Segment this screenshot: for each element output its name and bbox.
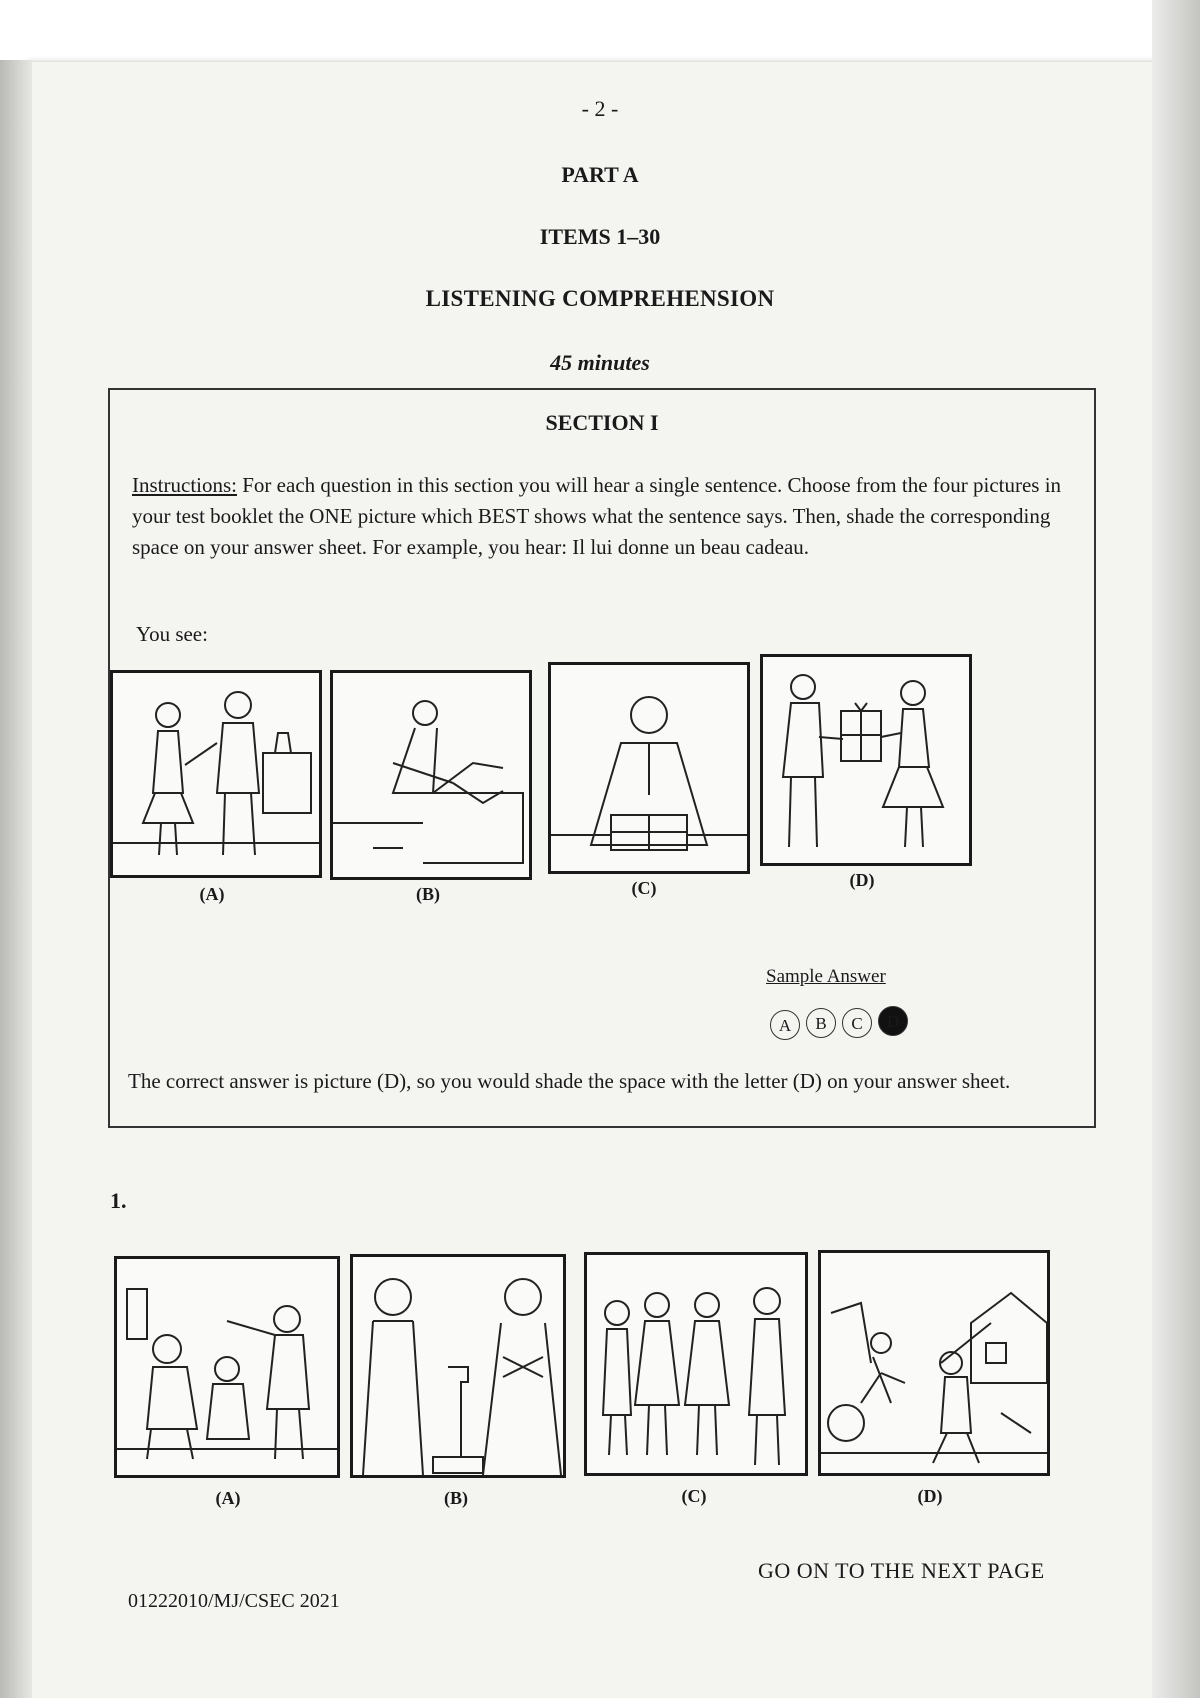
section-title: SECTION I (545, 410, 659, 435)
picture-a-illustration (113, 673, 319, 875)
item1-picture-d-illustration (821, 1253, 1047, 1473)
example-caption-b: (B) (416, 884, 440, 904)
you-see-label: You see: (136, 622, 208, 646)
item1-picture-c-illustration (587, 1255, 805, 1473)
exam-code: 01222010/MJ/CSEC 2021 (128, 1590, 340, 1612)
items-heading: ITEMS 1–30 (539, 224, 661, 249)
example-picture-c (548, 662, 750, 874)
item-number: 1. (110, 1188, 127, 1213)
sample-bubble-b: B (806, 1008, 836, 1038)
go-on-next-page: GO ON TO THE NEXT PAGE (758, 1558, 1045, 1583)
duration-text: 45 minutes (550, 350, 650, 375)
example-picture-a (110, 670, 322, 878)
item1-picture-a (114, 1256, 340, 1478)
scan-top-band (0, 0, 1200, 64)
example-caption-d: (D) (849, 870, 875, 890)
sample-bubble-d-filled: D (878, 1006, 908, 1036)
item1-caption-c: (C) (681, 1486, 707, 1506)
sample-answer-label: Sample Answer (766, 966, 886, 987)
item1-picture-c (584, 1252, 808, 1476)
section-one-box (108, 388, 1096, 1128)
example-caption-a: (A) (199, 884, 225, 904)
page-number: - 2 - (581, 96, 619, 121)
item1-caption-b: (B) (444, 1488, 468, 1508)
item1-picture-a-illustration (117, 1259, 337, 1475)
example-picture-b (330, 670, 532, 880)
example-picture-d (760, 654, 972, 866)
item1-caption-d: (D) (917, 1486, 943, 1506)
part-heading: PART A (561, 162, 639, 187)
picture-b-illustration (333, 673, 529, 877)
scan-right-shadow (1152, 0, 1200, 1698)
instructions-text: For each question in this section you will hear a single sentence. Choose from the four pictures in your test booklet the ONE picture which BEST shows what the sentence says. Then, shade the corresponding space on your answer sheet. For example, you hear: Il lui donne un beau cadeau. (132, 473, 1062, 559)
sample-bubble-c: C (842, 1008, 872, 1038)
item1-picture-b (350, 1254, 566, 1478)
instructions-paragraph (132, 470, 1078, 563)
item1-picture-d (818, 1250, 1050, 1476)
item1-picture-b-illustration (353, 1257, 563, 1475)
picture-d-illustration (763, 657, 969, 863)
instructions-label: Instructions: (132, 473, 237, 497)
item1-caption-a: (A) (215, 1488, 241, 1508)
section-subject-heading: LISTENING COMPREHENSION (425, 286, 775, 311)
picture-c-illustration (551, 665, 747, 871)
correct-answer-explanation: The correct answer is picture (D), so you would shade the space with the letter (D) on your answer sheet. (128, 1069, 1011, 1093)
sample-bubble-a: A (770, 1010, 800, 1040)
example-caption-c: (C) (631, 878, 657, 898)
